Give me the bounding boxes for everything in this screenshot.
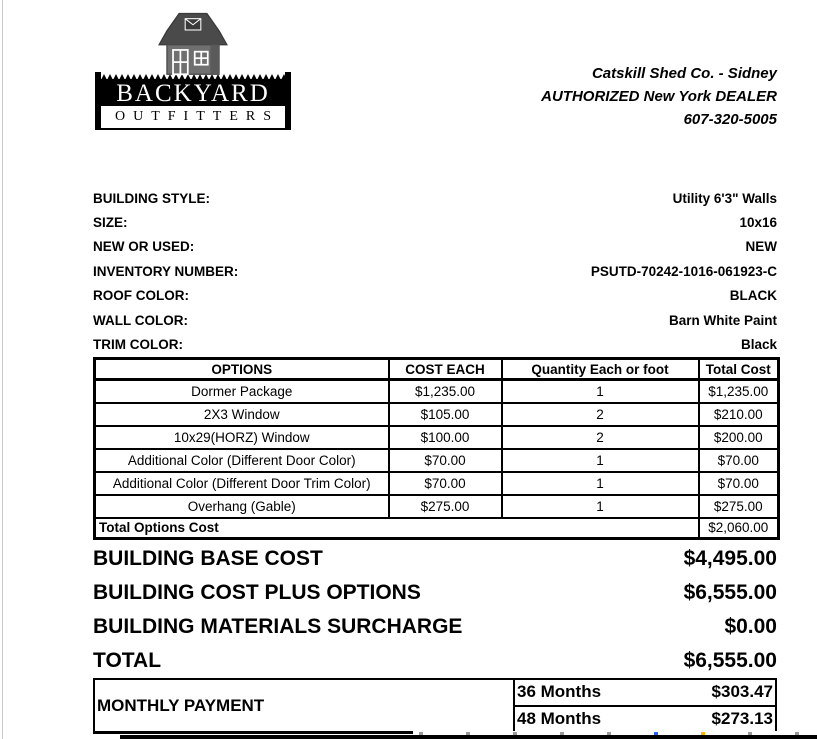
backyard-outfitters-logo (95, 8, 291, 128)
taskbar-edge (120, 735, 817, 739)
option-cost-each: $275.00 (389, 495, 502, 518)
table-row (95, 449, 779, 472)
spec-value: Utility 6'3" Walls (672, 190, 777, 206)
dealer-info (541, 62, 777, 131)
summary-row-cost-plus-options (93, 576, 777, 610)
option-quantity: 1 (502, 495, 699, 518)
table-row (95, 426, 779, 449)
plan-amount: $273.13 (711, 708, 773, 728)
monthly-payment-table (93, 678, 777, 734)
option-name: Overhang (Gable) (95, 495, 389, 518)
summary-value: $0.00 (724, 615, 777, 638)
option-name: 2X3 Window (95, 403, 389, 426)
option-quantity: 1 (502, 380, 699, 403)
summary-value: $6,555.00 (683, 581, 777, 604)
spec-label: NEW OR USED: (93, 239, 195, 255)
plan-amount: $303.47 (711, 682, 773, 702)
summary-label: BUILDING BASE COST (93, 547, 323, 570)
col-header-cost-each: COST EACH (389, 359, 502, 380)
spec-label: ROOF COLOR: (93, 288, 189, 304)
plan-term: 48 Months (517, 708, 602, 728)
spec-value: Black (740, 337, 777, 353)
option-quantity: 2 (502, 403, 699, 426)
summary-label: TOTAL (93, 649, 162, 672)
option-total-cost: $200.00 (699, 426, 779, 449)
spec-row-size (93, 210, 777, 234)
dealer-authorization: AUTHORIZED New York DEALER (541, 88, 777, 105)
option-cost-each: $1,235.00 (389, 380, 502, 403)
plan-row-36-months (515, 680, 775, 705)
cost-summary (93, 542, 777, 678)
logo-right-bar (285, 72, 291, 130)
plan-term: 36 Months (517, 682, 602, 702)
logo-banner (99, 79, 287, 106)
option-quantity: 2 (502, 426, 699, 449)
logo-subname: OUTFITTERS (101, 107, 285, 130)
building-specs (93, 186, 777, 357)
col-header-quantity: Quantity Each or foot (502, 359, 699, 380)
summary-row-base-cost (93, 542, 777, 576)
summary-row-total (93, 644, 777, 678)
logo-name: BACKYARD (116, 79, 270, 107)
summary-label: BUILDING COST PLUS OPTIONS (93, 581, 421, 604)
window-edge (2, 0, 3, 739)
summary-label: BUILDING MATERIALS SURCHARGE (93, 615, 463, 638)
spec-value: NEW (745, 239, 777, 255)
summary-row-materials-surcharge (93, 610, 777, 644)
options-header-row (95, 359, 779, 380)
option-total-cost: $70.00 (699, 449, 779, 472)
option-total-cost: $1,235.00 (699, 380, 779, 403)
spec-label: SIZE: (93, 215, 128, 231)
col-header-total-cost: Total Cost (699, 359, 779, 380)
total-options-label: Total Options Cost (95, 518, 699, 539)
spec-row-wall-color (93, 308, 777, 332)
option-cost-each: $100.00 (389, 426, 502, 449)
col-header-options: OPTIONS (95, 359, 389, 380)
spec-row-new-or-used (93, 235, 777, 259)
option-cost-each: $70.00 (389, 472, 502, 495)
spec-row-inventory-number (93, 259, 777, 283)
option-quantity: 1 (502, 449, 699, 472)
spec-value: PSUTD-70242-1016-061923-C (590, 263, 777, 279)
dealer-name: Catskill Shed Co. - Sidney (591, 65, 777, 82)
spec-row-trim-color (93, 332, 777, 356)
monthly-payment-label: MONTHLY PAYMENT (95, 680, 515, 731)
table-row (95, 380, 779, 403)
option-name: Dormer Package (95, 380, 389, 403)
spec-label: BUILDING STYLE: (93, 190, 210, 206)
total-options-value: $2,060.00 (699, 518, 779, 539)
option-name: Additional Color (Different Door Color) (95, 449, 389, 472)
summary-value: $4,495.00 (683, 547, 777, 570)
table-row (95, 472, 779, 495)
option-cost-each: $70.00 (389, 449, 502, 472)
table-row (95, 403, 779, 426)
spec-row-building-style (93, 186, 777, 210)
option-cost-each: $105.00 (389, 403, 502, 426)
barn-shed-icon (149, 10, 237, 76)
summary-value: $6,555.00 (683, 649, 777, 672)
spec-value: Barn White Paint (668, 312, 777, 328)
option-total-cost: $275.00 (699, 495, 779, 518)
spec-label: WALL COLOR: (93, 312, 188, 328)
option-name: 10x29(HORZ) Window (95, 426, 389, 449)
option-total-cost: $210.00 (699, 403, 779, 426)
monthly-payment-plans (515, 680, 775, 731)
option-total-cost: $70.00 (699, 472, 779, 495)
total-options-row (95, 518, 779, 539)
option-name: Additional Color (Different Door Trim Color) (95, 472, 389, 495)
spec-value: BLACK (729, 288, 777, 304)
dealer-phone: 607-320-5005 (683, 111, 777, 128)
spec-row-roof-color (93, 284, 777, 308)
spec-label: INVENTORY NUMBER: (93, 263, 239, 279)
table-row (95, 495, 779, 518)
spec-label: TRIM COLOR: (93, 337, 183, 353)
spec-value: 10x16 (739, 215, 777, 231)
logo-left-bar (95, 72, 101, 130)
option-quantity: 1 (502, 472, 699, 495)
options-table (93, 357, 780, 540)
plan-row-48-months (515, 705, 775, 732)
